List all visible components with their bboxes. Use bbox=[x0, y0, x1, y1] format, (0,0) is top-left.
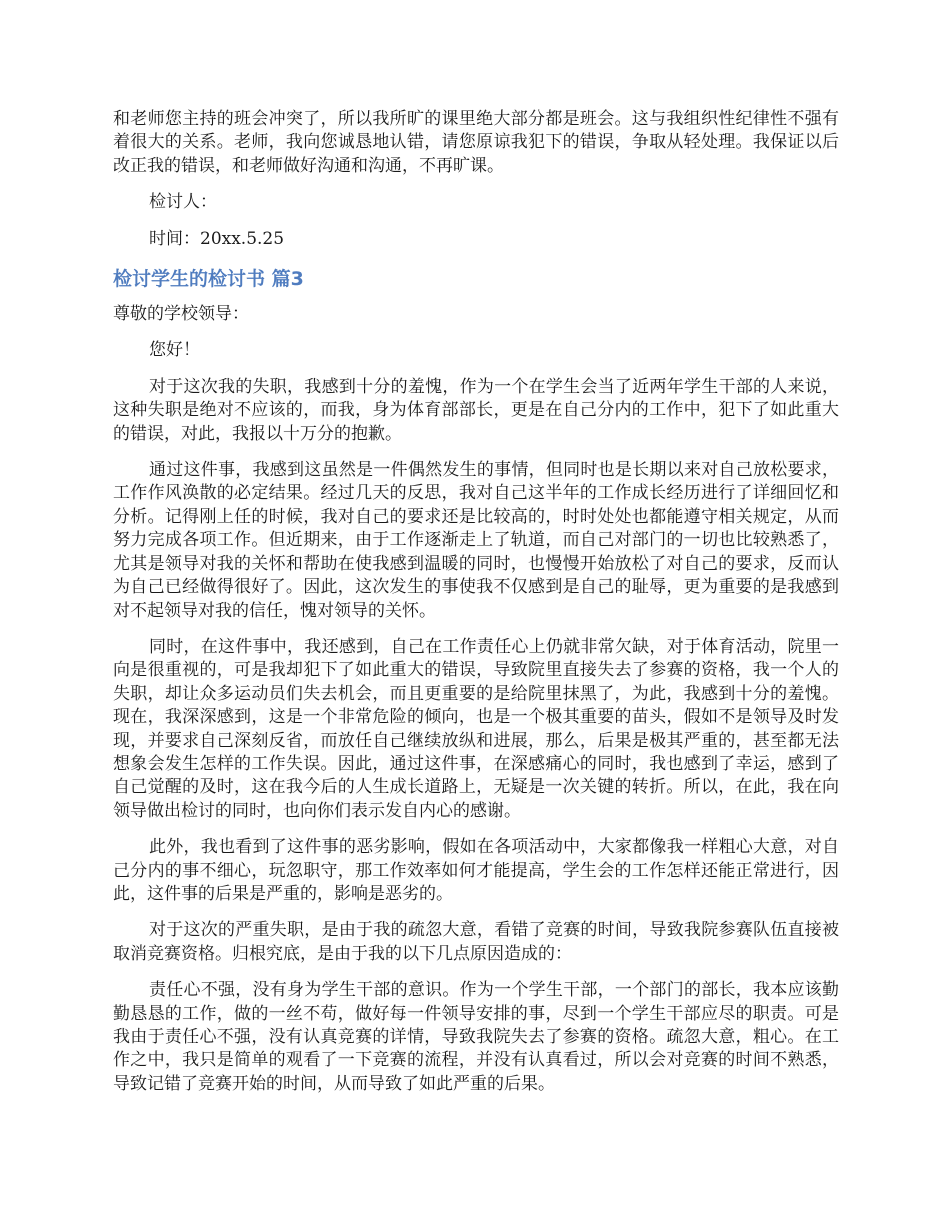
body-paragraph: 对于这次我的失职，我感到十分的羞愧，作为一个在学生会当了近两年学生干部的人来说，这种失职是绝对不应该的，而我，身为体育部部长，更是在自己分内的工作中，犯下了如此重大的错误，对此，我报以十万分的抱歉。 bbox=[113, 376, 839, 444]
date-line: 时间：20xx.5.25 bbox=[149, 228, 285, 249]
body-paragraph: 责任心不强，没有身为学生干部的意识。作为一个学生干部，一个部门的部长，我本应该勤勤恳恳的工作，做的一丝不苟，做好每一件领导安排的事，尽到一个学生干部应尽的职责。可是我由于责任心不强，没有认真竞赛的详情，导致我院失去了参赛的资格。疏忽大意，粗心。在工作之中，我只是简单的观看了一下竞赛的流程，并没有认真看过，所以会对竞赛的时间不熟悉，导致记错了竞赛开始的时间，从而导致了如此严重的后果。 bbox=[113, 980, 839, 1094]
intro-paragraph: 和老师您主持的班会冲突了，所以我所旷的课里绝大部分都是班会。这与我组织性纪律性不强有着很大的关系。老师，我向您诚恳地认错，请您原谅我犯下的错误，争取从轻处理。我保证以后改正我的错误，和老师做好沟通和沟通，不再旷课。 bbox=[113, 109, 839, 176]
document-page bbox=[113, 108, 839, 1096]
body-paragraph: 此外，我也看到了这件事的恶劣影响，假如在各项活动中，大家都像我一样粗心大意，对自己分内的事不细心，玩忽职守，那工作效率如何才能提高，学生会的工作怎样还能正常进行，因此，这件事的后果是严重的，影响是恶劣的。 bbox=[113, 837, 839, 904]
greeting: 您好！ bbox=[149, 340, 200, 361]
section-title: 检讨学生的检讨书 篇3 bbox=[113, 268, 304, 291]
signer-line: 检讨人： bbox=[149, 192, 217, 213]
body-paragraph: 对于这次的严重失职，是由于我的疏忽大意，看错了竞赛的时间，导致我院参赛队伍直接被取消竞赛资格。归根究底，是由于我的以下几点原因造成的： bbox=[113, 920, 839, 964]
body-paragraph: 同时，在这件事中，我还感到，自己在工作责任心上仍就非常欠缺，对于体育活动，院里一向是很重视的，可是我却犯下了如此重大的错误，导致院里直接失去了参赛的资格，我一个人的失职，却让众多运动员们失去机会，而且更重要的是给院里抹黑了，为此，我感到十分的羞愧。现在，我深深感到，这是一个非常危险的倾向，也是一个极其重要的苗头，假如不是领导及时发现，并要求自己深刻反省，而放任自己继续放纵和进展，那么，后果是极其严重的，甚至都无法想象会发生怎样的工作失误。因此，通过这件事，在深感痛心的同时，我也感到了幸运，感到了自己觉醒的及时，这在我今后的人生成长道路上，无疑是一次关键的转折。所以，在此，我在向领导做出检讨的同时，也向你们表示发自内心的感谢。 bbox=[113, 636, 839, 821]
body-paragraph: 通过这件事，我感到这虽然是一件偶然发生的事情，但同时也是长期以来对自己放松要求，工作作风涣散的必定结果。经过几天的反思，我对自己这半年的工作成长经历进行了详细回忆和分析。记得刚上任的时候，我对自己的要求还是比较高的，时时处处也都能遵守相关规定，从而努力完成各项工作。但近期来，由于工作逐渐走上了轨道，而自己对部门的一切也比较熟悉了，尤其是领导对我的关怀和帮助在使我感到温暖的同时，也慢慢开始放松了对自己的要求，反而认为自己已经做得很好了。因此，这次发生的事使我不仅感到是自己的耻辱，更为重要的是我感到对不起领导对我的信任，愧对领导的关怀。 bbox=[113, 460, 839, 621]
salutation: 尊敬的学校领导： bbox=[113, 304, 249, 325]
